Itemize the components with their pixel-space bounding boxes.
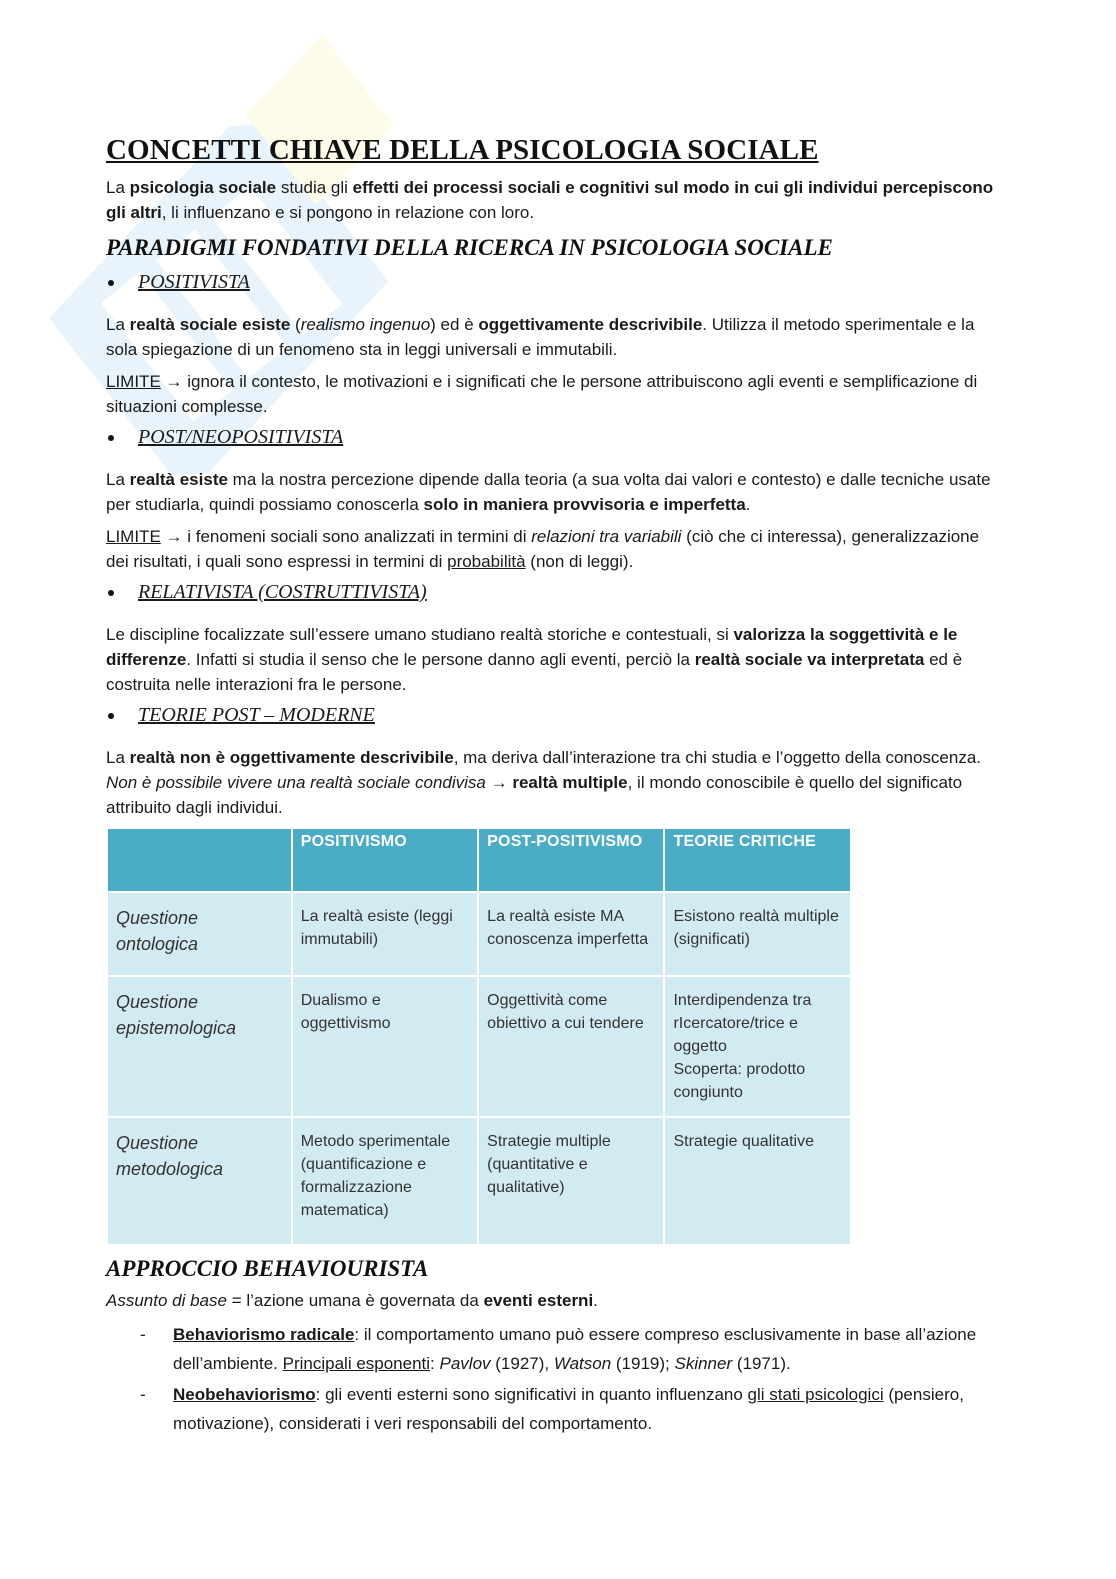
row-label: Questione metodologica [107, 1117, 292, 1245]
paradigm-relativista [106, 581, 1006, 697]
intro-paragraph: La psicologia sociale studia gli effetti dei processi sociali e cognitivi sul modo in cui gli individui percepiscono gli altri, li influenzano e si pongono in relazione con loro. [106, 178, 994, 222]
table-header-cell: POST-POSITIVISMO [478, 828, 664, 892]
section-title-paradigms: PARADIGMI FONDATIVI DELLA RICERCA IN PSICOLOGIA SOCIALE [106, 235, 833, 260]
page-title: CONCETTI CHIAVE DELLA PSICOLOGIA SOCIALE [106, 134, 819, 166]
table-header-cell [107, 828, 292, 892]
bullet-heading: POST/NEOPOSITIVISTA [106, 426, 1006, 449]
bullet-heading: POSITIVISTA [106, 271, 1006, 294]
table-row [107, 892, 851, 976]
table-header-cell: TEORIE CRITICHE [664, 828, 851, 892]
table-cell: Metodo sperimentale (quantificazione e formalizzazione matematica) [292, 1117, 478, 1245]
paradigm-post-moderne [106, 704, 1006, 820]
paradigms-table [106, 827, 852, 1246]
table-row [107, 976, 851, 1117]
table-header-cell: POSITIVISMO [292, 828, 478, 892]
paragraph: La realtà sociale esiste (realismo ingenuo) ed è oggettivamente descrivibile. Utilizza il metodo sperimentale e la sola spiegazione di un fenomeno sta in leggi universali e immutabili. [106, 315, 975, 359]
dash-marker: - [140, 1325, 146, 1344]
row-label: Questione ontologica [107, 892, 292, 976]
bullet-dot-icon [108, 713, 114, 719]
document-page [106, 130, 1006, 1440]
dash-marker: - [140, 1385, 146, 1404]
paragraph: LIMITE → ignora il contesto, le motivazioni e i significati che le persone attribuiscono agli eventi e semplificazione di situazioni complesse. [106, 372, 978, 416]
dash-list [106, 1320, 1006, 1438]
table-cell: La realtà esiste (leggi immutabili) [292, 892, 478, 976]
row-label: Questione epistemologica [107, 976, 292, 1117]
table-cell: Dualismo e oggettivismo [292, 976, 478, 1117]
table-cell: Esistono realtà multiple (significati) [664, 892, 851, 976]
paragraph: LIMITE → i fenomeni sociali sono analizzati in termini di relazioni tra variabili (ciò che ci interessa), generalizzazione dei risultati, i quali sono espressi in termini di probabilità (non di leggi). [106, 527, 980, 571]
paradigm-post-neopositivista [106, 426, 1006, 574]
bullet-dot-icon [108, 280, 114, 286]
table-cell: La realtà esiste MA conoscenza imperfetta [478, 892, 664, 976]
table-header-row [107, 828, 851, 892]
table-cell: Interdipendenza tra rIcercatore/trice e oggetto Scoperta: prodotto congiunto [664, 976, 851, 1117]
paragraph: Le discipline focalizzate sull’essere umano studiano realtà storiche e contestuali, si valorizza la soggettività e le differenze. Infatti si studia il senso che le persone danno agli eventi, perciò la realtà sociale va interpretata ed è costruita nelle interazioni fra le persone. [106, 625, 963, 694]
bullet-heading: TEORIE POST – MODERNE [106, 704, 1006, 727]
table-cell: Strategie multiple (quantitative e qualitative) [478, 1117, 664, 1245]
list-item: - Behaviorismo radicale: il comportamento umano può essere compreso esclusivamente in base all’azione dell’ambiente. Principali esponenti: Pavlov (1927), Watson (1919); Skinner (1971). [106, 1320, 1006, 1378]
paragraph: La realtà non è oggettivamente descrivibile, ma deriva dall’interazione tra chi studia e l’oggetto della conoscenza. Non è possibile vivere una realtà sociale condivisa → realtà multiple, il mondo conoscibile è quello del significato attribuito dagli individui. [106, 748, 981, 817]
section-title-behaviourista: APPROCCIO BEHAVIOURISTA [106, 1256, 429, 1281]
assumption-paragraph: Assunto di base = l’azione umana è governata da eventi esterni. [106, 1291, 598, 1310]
list-item: - Neobehaviorismo: gli eventi esterni sono significativi in quanto influenzano gli stati psicologici (pensiero, motivazione), considerati i veri responsabili del comportamento. [106, 1380, 1006, 1438]
table-cell: Strategie qualitative [664, 1117, 851, 1245]
bullet-heading: RELATIVISTA (COSTRUTTIVISTA) [106, 581, 1006, 604]
table-cell: Oggettività come obiettivo a cui tendere [478, 976, 664, 1117]
paragraph: La realtà esiste ma la nostra percezione dipende dalla teoria (a sua volta dai valori e contesto) e dalle tecniche usate per studiarla, quindi possiamo conoscerla solo in maniera provvisoria e imperfetta. [106, 470, 991, 514]
paradigm-positivista [106, 271, 1006, 419]
bullet-dot-icon [108, 590, 114, 596]
bullet-dot-icon [108, 435, 114, 441]
table-row [107, 1117, 851, 1245]
